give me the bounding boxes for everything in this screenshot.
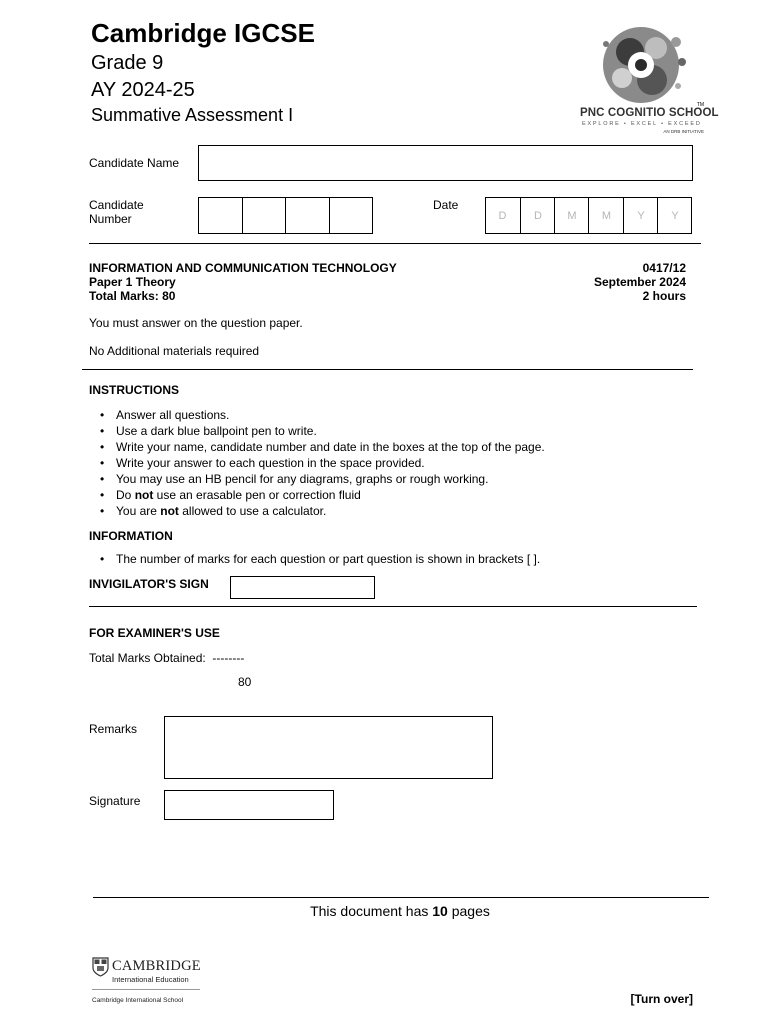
total-marks-obtained-label	[89, 651, 244, 665]
divider	[82, 369, 693, 370]
page-count-prefix: This document has	[310, 903, 433, 919]
instruction-item: • You are not allowed to use a calculator.	[89, 503, 709, 519]
international-education: International Education	[112, 975, 189, 984]
paper-name: Paper 1 Theory	[89, 275, 176, 289]
date-cell-year2: Y	[657, 198, 692, 233]
instructions-list	[89, 407, 709, 519]
date-cell-month2: M	[588, 198, 624, 233]
paper-info-right	[594, 261, 686, 303]
invigilator-label: INVIGILATOR'S SIGN	[89, 577, 209, 591]
date-field[interactable]	[485, 197, 692, 234]
instruction-item: • Use a dark blue ballpoint pen to write.	[89, 423, 709, 439]
divider	[89, 243, 701, 244]
candidate-name-label: Candidate Name	[89, 156, 180, 170]
page-count-suffix: pages	[447, 903, 490, 919]
candidate-number-divider	[242, 198, 243, 233]
candidate-number-field[interactable]	[198, 197, 373, 234]
date-cell-day2: D	[520, 198, 555, 233]
school-name: PNC COGNITIO SCHOOL	[580, 107, 719, 119]
invigilator-sign-field[interactable]	[230, 576, 375, 599]
instruction-item: • Write your answer to each question in the space provided.	[89, 455, 709, 471]
school-tagline: EXPLORE • EXCEL • EXCEED	[582, 121, 702, 127]
instruction-item: • Write your name, candidate number and date in the boxes at the top of the page.	[89, 439, 709, 455]
total-marks-obtained-text: Total Marks Obtained:	[89, 651, 206, 665]
cambridge-wordmark: CAMBRIDGE	[112, 958, 201, 974]
remarks-label: Remarks	[89, 722, 138, 736]
paper-code: 0417/12	[642, 261, 686, 275]
signature-label: Signature	[89, 794, 141, 808]
divider	[89, 606, 697, 607]
turn-over: [Turn over]	[630, 992, 693, 1006]
cambridge-logo-rule	[92, 989, 200, 990]
candidate-number-divider	[285, 198, 286, 233]
year-label: AY 2024-25	[91, 79, 195, 101]
instruction-item: • Do not use an erasable pen or correction fluid	[89, 487, 709, 503]
instruction-item: • You may use an HB pencil for any diagrams, graphs or rough working.	[89, 471, 709, 487]
grade-label: Grade 9	[91, 52, 164, 74]
school-emblem-icon	[578, 22, 708, 106]
school-logo	[578, 22, 719, 140]
cambridge-shield-icon	[92, 957, 109, 977]
information-heading: INFORMATION	[89, 529, 173, 543]
answer-note: You must answer on the question paper.	[89, 316, 303, 330]
total-marks-denominator: 80	[238, 675, 252, 689]
exam-duration: 2 hours	[642, 289, 686, 303]
candidate-number-label	[89, 198, 144, 226]
footer-divider	[93, 897, 709, 898]
instruction-item: • Answer all questions.	[89, 407, 709, 423]
date-cell-month1: M	[554, 198, 589, 233]
page-count	[0, 903, 768, 919]
instructions-heading: INSTRUCTIONS	[89, 383, 179, 397]
page-title: Cambridge IGCSE	[91, 18, 315, 48]
date-cell-year1: Y	[623, 198, 658, 233]
cambridge-logo	[92, 955, 212, 1010]
examiner-heading: FOR EXAMINER'S USE	[89, 626, 220, 640]
signature-field[interactable]	[164, 790, 334, 820]
information-item: • The number of marks for each question or part question is shown in brackets [ ].	[89, 551, 709, 567]
candidate-number-label-line2: Number	[89, 212, 132, 226]
materials-note: No Additional materials required	[89, 344, 260, 358]
total-marks: Total Marks: 80	[89, 289, 176, 303]
candidate-number-divider	[329, 198, 330, 233]
candidate-number-label-line1: Candidate	[89, 198, 144, 212]
exam-session: September 2024	[593, 275, 686, 289]
candidate-name-field[interactable]	[198, 145, 693, 181]
trademark: TM	[696, 102, 704, 108]
remarks-field[interactable]	[164, 716, 493, 779]
school-initiative: AN DRB INITIATIVE	[663, 129, 704, 134]
information-list	[89, 551, 709, 567]
marks-obtained-blank: --------	[212, 651, 245, 665]
date-cell-day1: D	[498, 209, 507, 222]
page-count-number: 10	[432, 903, 448, 919]
assessment-label: Summative Assessment I	[91, 105, 294, 125]
paper-info-left	[89, 261, 397, 303]
subject-title: INFORMATION AND COMMUNICATION TECHNOLOGY	[89, 261, 397, 275]
international-school: Cambridge International School	[92, 997, 184, 1004]
date-label: Date	[433, 198, 459, 212]
